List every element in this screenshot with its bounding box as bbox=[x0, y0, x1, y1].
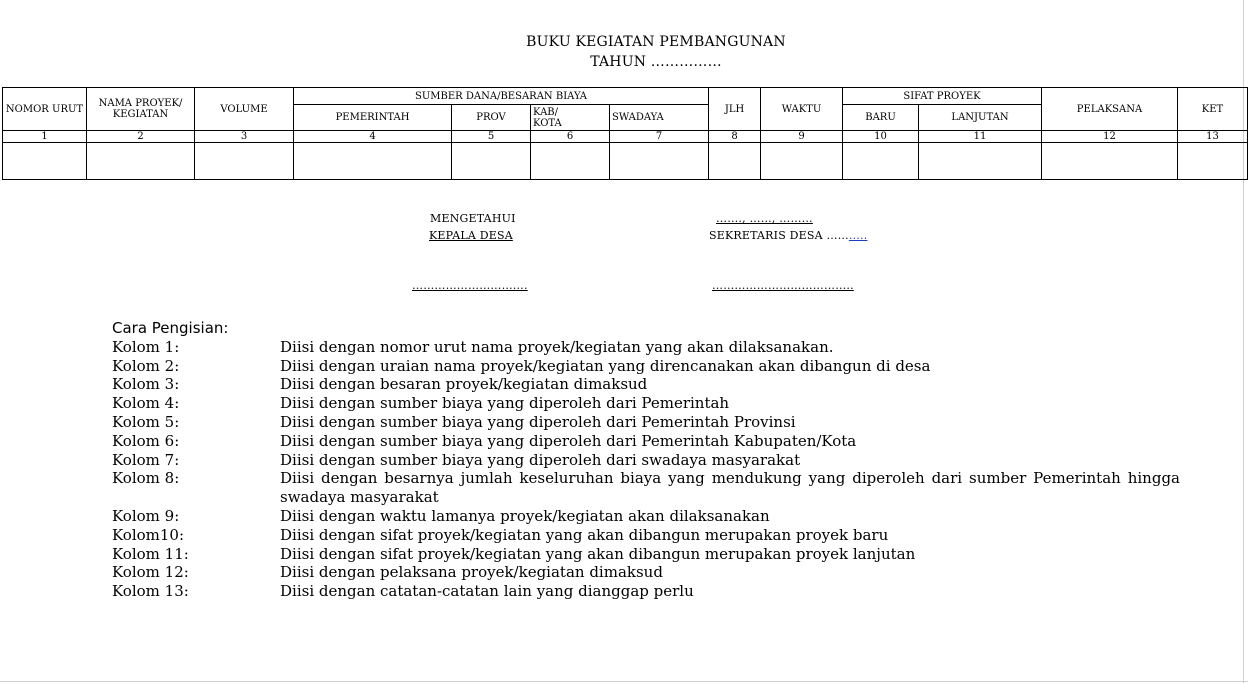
instruction-text: Diisi dengan sumber biaya yang diperoleh dari swadaya masyarakat bbox=[280, 450, 801, 469]
instruction-text: Diisi dengan waktu lamanya proyek/kegiatan akan dilaksanakan bbox=[280, 506, 770, 525]
instruction-label: Kolom 5: bbox=[112, 412, 180, 431]
instruction-text: Diisi dengan sumber biaya yang diperoleh dari Pemerintah bbox=[280, 394, 730, 413]
column-number: 3 bbox=[195, 131, 294, 143]
table-cell-empty[interactable] bbox=[919, 143, 1042, 180]
table-cell-empty[interactable] bbox=[1042, 143, 1178, 180]
table-cell-empty[interactable] bbox=[843, 143, 919, 180]
instruction-label: Kolom 2: bbox=[112, 356, 180, 375]
instruction-label: Kolom 1: bbox=[112, 337, 180, 356]
document-subtitle: TAHUN …………… bbox=[590, 54, 722, 70]
instruction-item bbox=[112, 507, 1180, 526]
header-lanjutan: LANJUTAN bbox=[919, 105, 1042, 131]
sekretaris-desa-label bbox=[709, 229, 867, 242]
table-cell-empty[interactable] bbox=[761, 143, 843, 180]
header-waktu: WAKTU bbox=[761, 88, 843, 131]
instruction-label: Kolom 4: bbox=[112, 394, 180, 413]
table-cell-empty[interactable] bbox=[531, 143, 610, 180]
header-baru: BARU bbox=[843, 105, 919, 131]
place-date-line: ……., ……, ……… bbox=[716, 212, 813, 225]
header-volume: VOLUME bbox=[195, 88, 294, 131]
mengetahui-label: MENGETAHUI bbox=[430, 212, 516, 225]
table-cell-empty[interactable] bbox=[294, 143, 452, 180]
header-kab-kota bbox=[531, 105, 610, 131]
instruction-text: Diisi dengan pelaksana proyek/kegiatan dimaksud bbox=[280, 563, 663, 582]
header-swadaya: SWADAYA bbox=[610, 105, 709, 131]
table-cell-empty[interactable] bbox=[87, 143, 195, 180]
instruction-label: Kolom 9: bbox=[112, 506, 180, 525]
column-number: 2 bbox=[87, 131, 195, 143]
sekretaris-desa-dots: ….. bbox=[848, 229, 868, 242]
kegiatan-table bbox=[2, 87, 1248, 180]
table-cell-empty[interactable] bbox=[3, 143, 87, 180]
header-nomor-urut: NOMOR URUT bbox=[3, 88, 87, 131]
header-sumber-dana: SUMBER DANA/BESARAN BIAYA bbox=[294, 88, 709, 105]
instruction-item bbox=[112, 394, 1180, 413]
table-cell-empty[interactable] bbox=[452, 143, 531, 180]
instruction-item bbox=[112, 357, 1180, 376]
instruction-text: Diisi dengan sifat proyek/kegiatan yang akan dibangun merupakan proyek lanjutan bbox=[280, 544, 916, 563]
column-number: 1 bbox=[3, 131, 87, 143]
header-sifat-proyek: SIFAT PROYEK bbox=[843, 88, 1042, 105]
instruction-item bbox=[112, 451, 1180, 470]
instruction-text: Diisi dengan catatan-catatan lain yang dianggap perlu bbox=[280, 582, 694, 601]
header-nama-proyek-line1: NAMA PROYEK/ bbox=[98, 98, 183, 109]
instruction-item bbox=[112, 375, 1180, 394]
sekretaris-desa-text: SEKRETARIS DESA …… bbox=[709, 229, 849, 242]
column-number: 5 bbox=[452, 131, 531, 143]
sekretaris-desa-signature-line: ……………………………….. bbox=[712, 279, 854, 292]
instruction-label: Kolom 13: bbox=[112, 582, 189, 601]
header-jlh: JLH bbox=[709, 88, 761, 131]
instruction-text: Diisi dengan sifat proyek/kegiatan yang akan dibangun merupakan proyek baru bbox=[280, 525, 889, 544]
header-kab-line1: KAB/ bbox=[533, 106, 559, 118]
column-number: 8 bbox=[709, 131, 761, 143]
instruction-text: Diisi dengan besaran proyek/kegiatan dimaksud bbox=[280, 375, 648, 394]
instructions bbox=[112, 319, 1180, 601]
instruction-item bbox=[112, 582, 1180, 601]
header-prov: PROV bbox=[452, 105, 531, 131]
header-pelaksana: PELAKSANA bbox=[1042, 88, 1178, 131]
instruction-item bbox=[112, 469, 1180, 507]
instruction-text: Diisi dengan besarnya jumlah keseluruhan biaya yang mendukung yang diperoleh dari sumber Pemerintah hingga swadaya masyarakat bbox=[280, 469, 1180, 507]
kepala-desa-label: KEPALA DESA bbox=[429, 229, 513, 242]
instruction-text: Diisi dengan uraian nama proyek/kegiatan yang direncanakan akan dibangun di desa bbox=[280, 356, 931, 375]
header-nama-proyek bbox=[87, 88, 195, 131]
instruction-label: Kolom10: bbox=[112, 525, 185, 544]
column-number: 11 bbox=[919, 131, 1042, 143]
column-number: 9 bbox=[761, 131, 843, 143]
header-kab-line2: KOTA bbox=[533, 117, 562, 129]
instruction-label: Kolom 11: bbox=[112, 544, 189, 563]
table-cell-empty[interactable] bbox=[1178, 143, 1248, 180]
instruction-item bbox=[112, 526, 1180, 545]
instruction-label: Kolom 8: bbox=[112, 469, 180, 488]
instruction-text: Diisi dengan sumber biaya yang diperoleh dari Pemerintah Kabupaten/Kota bbox=[280, 431, 857, 450]
instruction-text: Diisi dengan sumber biaya yang diperoleh dari Pemerintah Provinsi bbox=[280, 412, 796, 431]
header-pemerintah: PEMERINTAH bbox=[294, 105, 452, 131]
column-number: 10 bbox=[843, 131, 919, 143]
kepala-desa-signature-line: …………………………. bbox=[412, 279, 528, 292]
instruction-item bbox=[112, 432, 1180, 451]
column-number: 12 bbox=[1042, 131, 1178, 143]
column-number: 7 bbox=[610, 131, 709, 143]
instruction-item bbox=[112, 545, 1180, 564]
instruction-item bbox=[112, 338, 1180, 357]
instruction-item bbox=[112, 413, 1180, 432]
instruction-label: Kolom 6: bbox=[112, 431, 180, 450]
column-number: 4 bbox=[294, 131, 452, 143]
instructions-heading: Cara Pengisian: bbox=[112, 319, 229, 337]
table-cell-empty[interactable] bbox=[195, 143, 294, 180]
table-cell-empty[interactable] bbox=[709, 143, 761, 180]
instruction-label: Kolom 7: bbox=[112, 450, 180, 469]
table-cell-empty[interactable] bbox=[610, 143, 709, 180]
document-title: BUKU KEGIATAN PEMBANGUNAN bbox=[526, 34, 786, 50]
instruction-item bbox=[112, 563, 1180, 582]
instruction-text: Diisi dengan nomor urut nama proyek/kegiatan yang akan dilaksanakan. bbox=[280, 337, 834, 356]
column-number: 13 bbox=[1178, 131, 1248, 143]
page-edge-bottom bbox=[0, 681, 1248, 682]
header-ket: KET bbox=[1178, 88, 1248, 131]
instruction-label: Kolom 3: bbox=[112, 375, 180, 394]
column-number: 6 bbox=[531, 131, 610, 143]
instruction-label: Kolom 12: bbox=[112, 563, 189, 582]
header-nama-proyek-line2: KEGIATAN bbox=[112, 109, 169, 120]
